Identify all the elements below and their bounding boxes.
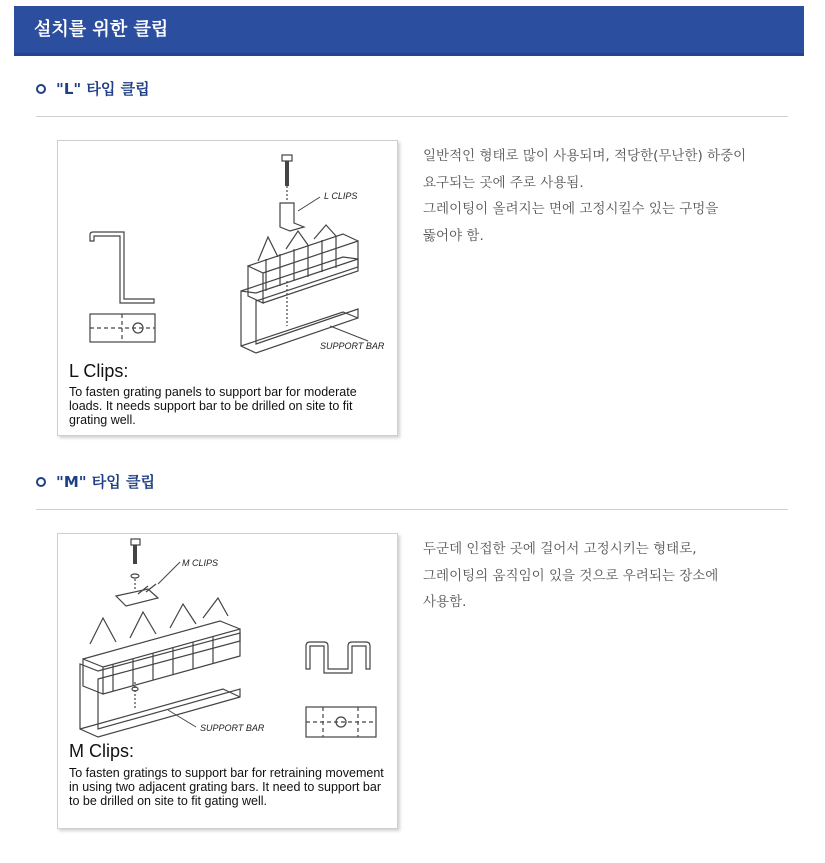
section-title-m-clip bbox=[36, 471, 155, 492]
description-line: 두군데 인접한 곳에 걸어서 고정시키는 형태로, bbox=[423, 541, 697, 557]
section-title-text: "M" 타입 클립 bbox=[56, 473, 155, 491]
l-clip-profile-shape bbox=[90, 232, 154, 303]
figure-caption-title: M Clips: bbox=[69, 741, 135, 761]
l-clips-label: L CLIPS bbox=[324, 191, 358, 201]
l-clip-description bbox=[423, 143, 793, 249]
description-line: 사용함. bbox=[423, 594, 467, 610]
circle-bullet-icon bbox=[36, 477, 46, 487]
section-divider bbox=[36, 116, 788, 117]
section-title-text: "L" 타입 클립 bbox=[56, 80, 150, 98]
section-divider bbox=[36, 509, 788, 510]
support-bar-label: SUPPORT BAR bbox=[200, 723, 265, 733]
support-bar-label: SUPPORT BAR bbox=[320, 341, 385, 351]
description-line: 일반적인 형태로 많이 사용되며, 적당한(무난한) 하중이 bbox=[423, 148, 747, 164]
l-clip-figure bbox=[57, 140, 398, 436]
page-title: 설치를 위한 클립 bbox=[34, 19, 169, 40]
description-line: 뚫어야 함. bbox=[423, 227, 484, 244]
description-line: 그레이팅의 움직임이 있을 것으로 우려되는 장소에 bbox=[423, 567, 719, 584]
figure-caption-text: To fasten gratings to support bar for retraining movement in using two adjacent grating bars. It need to support bar to be drilled on site to fit gating well. bbox=[69, 766, 384, 808]
m-clip-figure bbox=[57, 533, 398, 829]
figure-caption-title: L Clips: bbox=[69, 361, 129, 381]
m-clip-profile-shape bbox=[306, 642, 370, 673]
description-line: 그레이팅이 올려지는 면에 고정시킬수 있는 구멍을 bbox=[423, 201, 719, 217]
figure-caption-text: To fasten grating panels to support bar for moderate loads. It needs support bar to be drilled on site to fit grating well. bbox=[69, 385, 357, 427]
m-clips-label: M CLIPS bbox=[182, 558, 219, 568]
page-header bbox=[14, 6, 804, 56]
section-title-l-clip bbox=[36, 78, 150, 99]
circle-bullet-icon bbox=[36, 84, 46, 94]
description-line: 요구되는 곳에 주로 사용됨. bbox=[423, 174, 584, 191]
m-clip-description bbox=[423, 536, 793, 616]
